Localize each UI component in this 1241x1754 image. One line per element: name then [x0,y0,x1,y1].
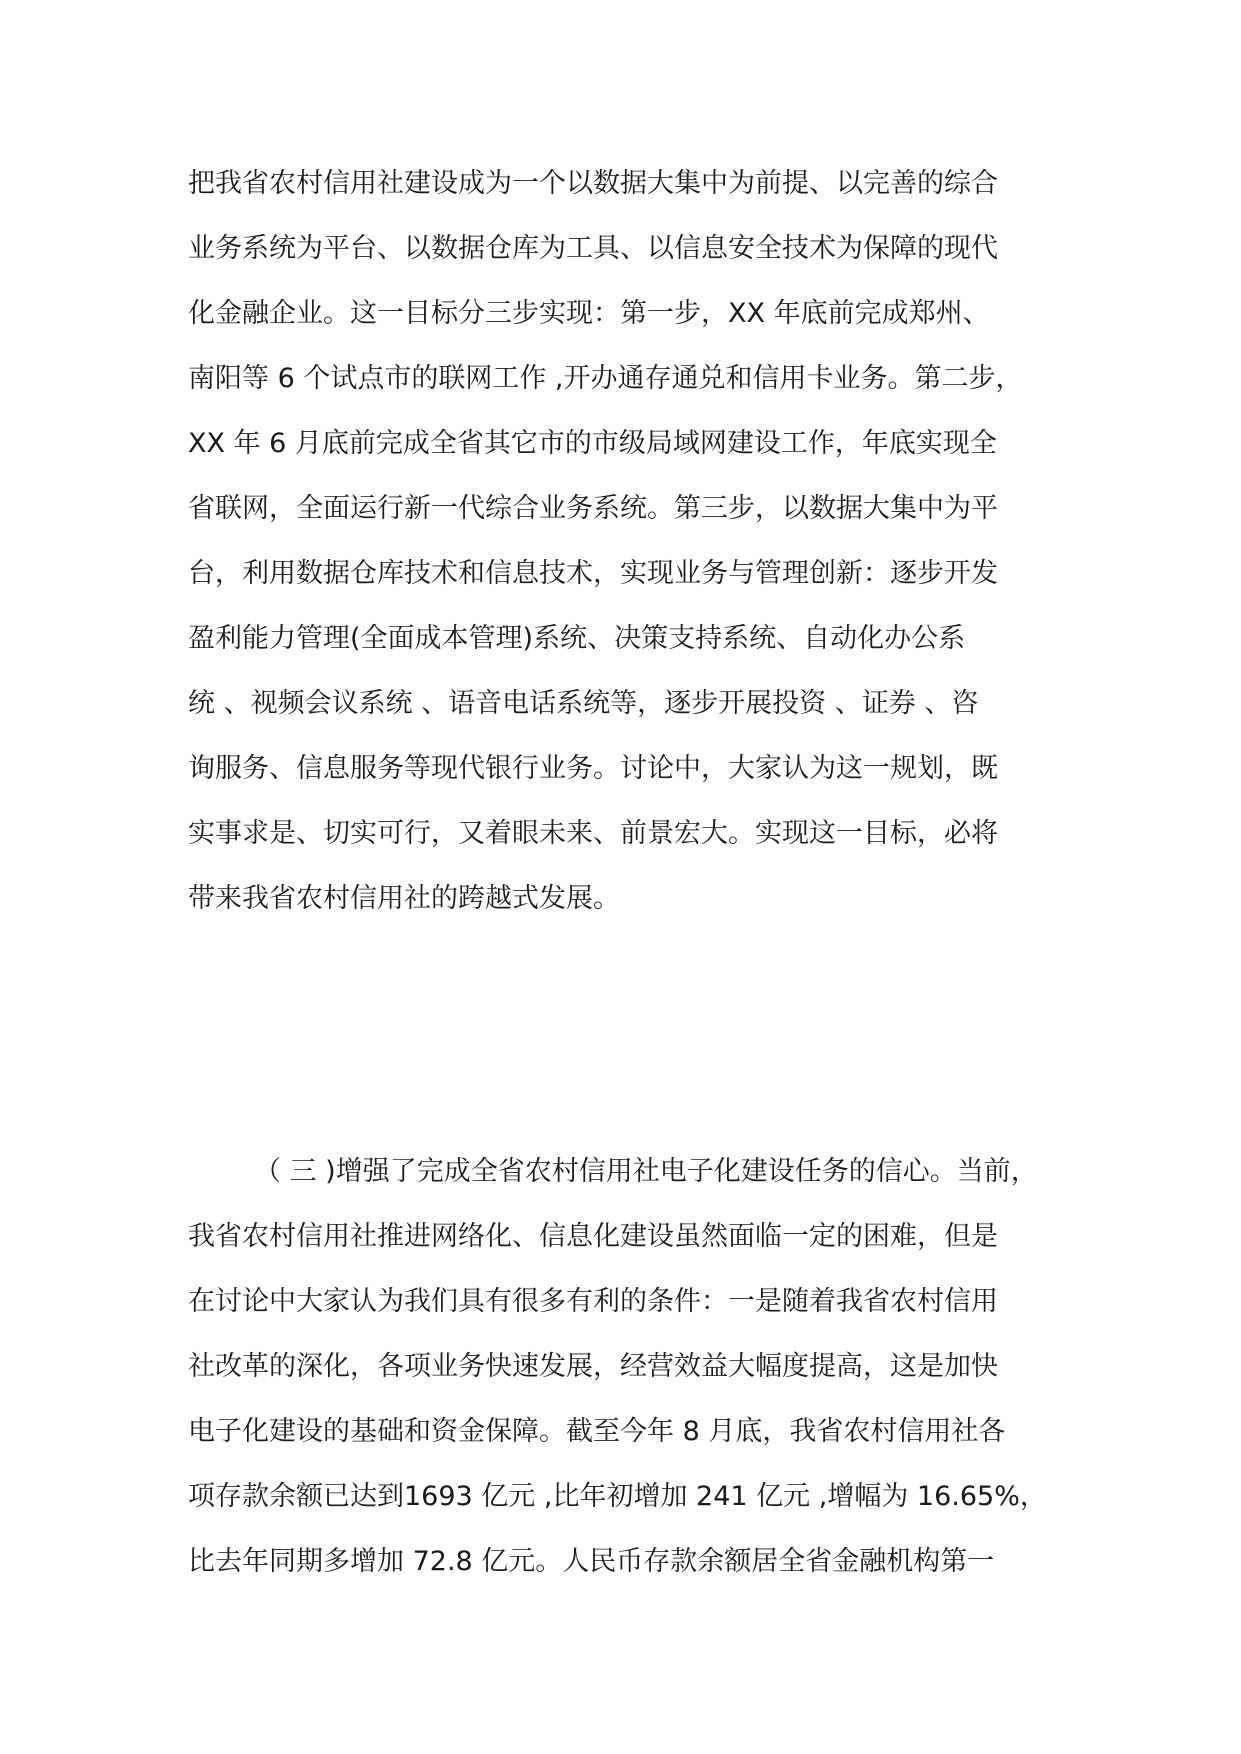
text-line: 比去年同期多增加 72.8 亿元。人民币存款余额居全省金融机构第一 [188,1546,995,1577]
text-line: 省联网，全面运行新一代综合业务系统。第三步，以数据大集中为平 [188,493,998,524]
text-line: 南阳等 6 个试点市的联网工作 ,开办通存通兑和信用卡业务。第二步， [188,363,1023,394]
text-line: 我省农村信用社推进网络化、信息化建设虽然面临一定的困难，但是 [188,1221,998,1252]
text-line: （ 三 )增强了完成全省农村信用社电子化建设任务的信心。当前， [254,1156,1038,1187]
text-line: 社改革的深化，各项业务快速发展，经营效益大幅度提高，这是加快 [188,1351,998,1382]
text-line: 在讨论中大家认为我们具有很多有利的条件：一是随着我省农村信用 [188,1286,998,1317]
text-line: 台，利用数据仓库技术和信息技术，实现业务与管理创新：逐步开发 [188,558,998,589]
text-line: 化金融企业。这一目标分三步实现：第一步，XX 年底前完成郑州、 [188,298,990,329]
text-line: 询服务、信息服务等现代银行业务。讨论中，大家认为这一规划，既 [188,753,998,784]
text-line: 带来我省农村信用社的跨越式发展。 [188,883,620,914]
text-line: 项存款余额已达到1693 亿元 ,比年初增加 241 亿元 ,增幅为 16.65%， [188,1481,1047,1512]
text-line: 盈利能力管理(全面成本管理)系统、决策支持系统、自动化办公系 [188,623,966,654]
text-line: 统 、视频会议系统 、语音电话系统等，逐步开展投资 、证券 、咨 [188,688,979,719]
text-line: 业务系统为平台、以数据仓库为工具、以信息安全技术为保障的现代 [188,233,998,264]
text-line: 电子化建设的基础和资金保障。截至今年 8 月底，我省农村信用社各 [188,1416,1006,1447]
text-line: 实事求是、切实可行，又着眼未来、前景宏大。实现这一目标，必将 [188,818,998,849]
text-line: 把我省农村信用社建设成为一个以数据大集中为前提、以完善的综合 [188,168,998,199]
text-line: XX 年 6 月底前完成全省其它市的市级局域网建设工作，年底实现全 [188,428,997,459]
